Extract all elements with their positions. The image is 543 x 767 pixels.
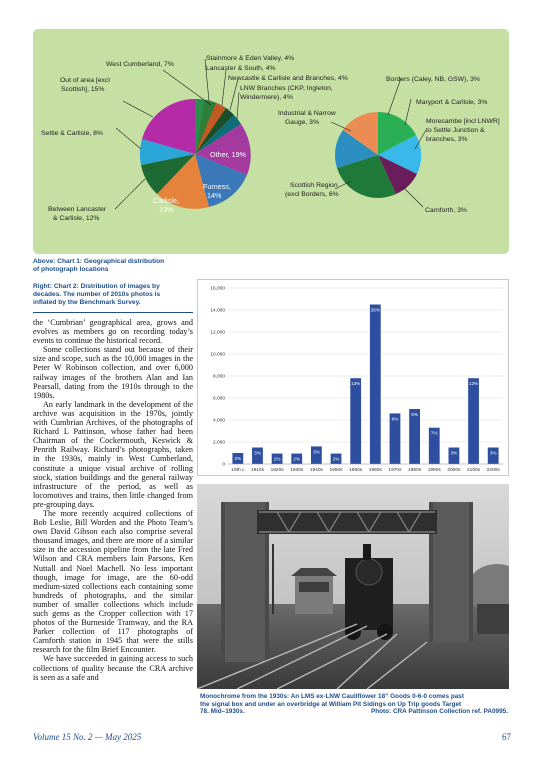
x-tick-label: 19th c bbox=[231, 468, 245, 473]
label-carnforth: Carnforth, 3% bbox=[425, 207, 467, 214]
x-tick-label: 1970s bbox=[388, 468, 402, 473]
label-lancaster-south: Lancaster & South, 4% bbox=[206, 65, 276, 72]
y-tick-label: 16,000 bbox=[210, 286, 225, 292]
bar-value-label: 3% bbox=[313, 449, 320, 455]
label-scottish-2: (excl Borders, 6% bbox=[285, 191, 339, 198]
x-tick-label: 1930s bbox=[290, 468, 304, 473]
bar bbox=[468, 378, 479, 464]
label-other: Other, 19% bbox=[210, 150, 246, 159]
label-morecambe-1: Morecambe [incl LNWR] bbox=[426, 118, 500, 125]
y-tick-label: 0 bbox=[222, 462, 225, 468]
bar-value-label: 26% bbox=[370, 307, 380, 313]
x-tick-label: 1990s bbox=[427, 468, 441, 473]
y-tick-label: 14,000 bbox=[210, 308, 225, 314]
pie-outer-labels bbox=[41, 55, 500, 222]
y-tick-label: 6,000 bbox=[212, 396, 225, 402]
label-lnw-1: LNW Branches (CKP, Ingleton, bbox=[240, 85, 333, 92]
chart2-caption-line1: Right: Chart 2: Distribution of images by bbox=[33, 283, 160, 290]
x-tick-label: 1950s bbox=[349, 468, 363, 473]
label-industrial-1: Industrial & Narrow bbox=[278, 110, 336, 117]
x-tick-label: 2000s bbox=[447, 468, 461, 473]
bar-value-label: 2% bbox=[293, 456, 301, 462]
label-settle: Settle & Carlisle, 8% bbox=[41, 130, 103, 137]
paragraph-2: Some collections stand out because of their size and scope, such as the 10,000 images in the Peter W Robinson collection, and over 6,000 railway images of the brothers Alan and Ian Pearsall, dating from the 1910s through to the 1980s. bbox=[33, 345, 193, 400]
y-tick-label: 2,000 bbox=[212, 440, 225, 446]
label-morecambe-2: to Settle Junction & bbox=[426, 127, 485, 134]
label-between-2: & Carlisle, 12% bbox=[53, 215, 100, 222]
chart1-geographical-distribution bbox=[33, 29, 509, 254]
label-out-of-area-1: Out of area [excl bbox=[60, 77, 110, 84]
x-tick-label: 1980s bbox=[408, 468, 422, 473]
chart2-caption-line3: inflated by the Benchmark Survey. bbox=[33, 298, 141, 306]
railway-photograph bbox=[197, 484, 509, 689]
label-lnw-2: Windermere), 4% bbox=[240, 94, 293, 101]
bar bbox=[370, 305, 381, 465]
x-tick-label: 2100s bbox=[466, 468, 481, 473]
label-furness-2: 14% bbox=[207, 191, 222, 200]
bar bbox=[350, 378, 361, 464]
bar-value-label: 8% bbox=[391, 416, 399, 422]
label-stainmore: Stainmore & Eden Valley, 4% bbox=[206, 55, 295, 62]
chart1-caption-line1: Above: Chart 1: Geographical distribution bbox=[33, 258, 165, 265]
paragraph-4: The more recently acquired collections of Bob Leslie, Bill Worden and the Photo Team’s own David Gibson each also comprise several thousand images, and there are more of a similar size in the accession pipeline from the late Fred Wilson and CRA members Iain Parsons, Ken Nuttall and Noel Machell. No less important though, image for image, are the 60-odd medium-sized collections each containing some hundreds of photographs, and the similar number of smaller collections which include such gems as the Cropper collection with 17 photos of the Burneside Tramway, and the RA Parker collection of 117 photographs of Carnforth station in 1945 that were the stills research for the film Brief Encounter. bbox=[33, 508, 193, 655]
photo-caption-line2: the signal box and under an overbridge at William Pit Sidings on Up Trip goods Target bbox=[200, 700, 462, 708]
label-maryport: Maryport & Carlisle, 3% bbox=[416, 99, 488, 106]
bar-value-label: 3% bbox=[450, 450, 458, 456]
bar-value-label: 9% bbox=[411, 412, 418, 417]
chart1-caption bbox=[33, 258, 164, 274]
bar-value-label: 13% bbox=[468, 381, 479, 387]
label-scottish-1: Scottish Region bbox=[290, 182, 338, 189]
x-tick-label: 1920s bbox=[270, 468, 284, 473]
bar-chart-svg bbox=[198, 280, 510, 477]
x-tick-label: 1950s bbox=[329, 468, 343, 473]
y-tick-label: 12,000 bbox=[210, 330, 225, 336]
pie-charts-svg bbox=[33, 29, 509, 254]
bar-value-label: 3% bbox=[254, 450, 261, 456]
bar-value-label: 2% bbox=[234, 456, 242, 461]
bar-value-label: 2% bbox=[332, 456, 340, 462]
chart1-caption-line2: of photograph locations bbox=[33, 265, 109, 273]
chart2-caption-line2: decades. The number of 2010s photos is bbox=[33, 290, 161, 298]
paragraph-1: the ‘Cumbrian’ geographical area, grows and evolves as members go on recording today’s events to continue the historical record. bbox=[33, 318, 193, 346]
label-morecambe-3: branches, 3% bbox=[426, 136, 468, 143]
y-tick-label: 10,000 bbox=[210, 352, 225, 358]
label-out-of-area-2: Scottish], 15% bbox=[61, 86, 105, 93]
x-tick-label: 1910s bbox=[250, 468, 265, 473]
photo-caption-line1: Monochrome from the 1930s: An LMS ex-LNW Cauliflower 18” Goods 0-6-0 comes past bbox=[200, 693, 464, 700]
label-carlisle-1: Carlisle, bbox=[153, 196, 179, 205]
label-carlisle-2: 13% bbox=[159, 205, 174, 214]
article-body bbox=[33, 318, 193, 682]
photo-credit: Photo: CRA Pattinson Collection ref. PA0995. bbox=[370, 708, 508, 716]
paragraph-3: An early landmark in the development of the archive was acquisition in the 1970s, jointly with Cumbrian Archives, of the photographs of Richard L Pattinson, whose father had been Chairman of the Cockermouth, Keswick & Penrith Railway. Richard’s photographs, taken in the 1930s, mainly in West Cumberland, constitute a unique visual archive of rolling stock, station buildings and the general railway infrastructure of the period, as well as locomotives and trains, then little changed from pre-grouping days. bbox=[33, 399, 193, 509]
secondary-pie bbox=[335, 112, 421, 198]
y-tick-label: 4,000 bbox=[212, 418, 225, 424]
bar-value-label: 7% bbox=[430, 430, 438, 436]
bar-value-label: 3% bbox=[489, 450, 497, 456]
x-tick-label: 2200s bbox=[486, 468, 500, 473]
paragraph-5: We have succeeded in gaining access to such collections of quality because the CRA archive is seen as a safe and bbox=[33, 654, 193, 682]
label-west-cumberland: West Cumberland, 7% bbox=[106, 61, 174, 68]
label-industrial-2: Gauge, 3% bbox=[285, 119, 320, 126]
bar bbox=[409, 409, 420, 464]
label-between-1: Between Lancaster bbox=[48, 206, 107, 213]
page-number: 67 bbox=[502, 732, 511, 742]
photo-caption bbox=[200, 693, 508, 716]
label-furness-1: Furness, bbox=[203, 182, 231, 191]
label-newcastle: Newcastle & Carlisle and Branches, 4% bbox=[228, 75, 348, 82]
issue-info: Volume 15 No. 2 — May 2025 bbox=[33, 732, 142, 742]
x-tick-label: 1960s bbox=[368, 468, 382, 473]
bar-value-label: 2% bbox=[273, 456, 281, 462]
x-tick-label: 1940s bbox=[309, 468, 323, 473]
label-borders: Borders (Caley, NB, GSW), 3% bbox=[386, 76, 480, 83]
caption-divider bbox=[33, 312, 193, 313]
chart2-caption bbox=[33, 283, 160, 306]
photo-svg bbox=[197, 484, 509, 689]
bar-value-label: 13% bbox=[351, 381, 361, 387]
photo-caption-line3: 78. Mid–1930s. bbox=[200, 708, 245, 716]
chart2-decade-distribution bbox=[197, 279, 509, 476]
y-tick-label: 8,000 bbox=[212, 374, 225, 380]
